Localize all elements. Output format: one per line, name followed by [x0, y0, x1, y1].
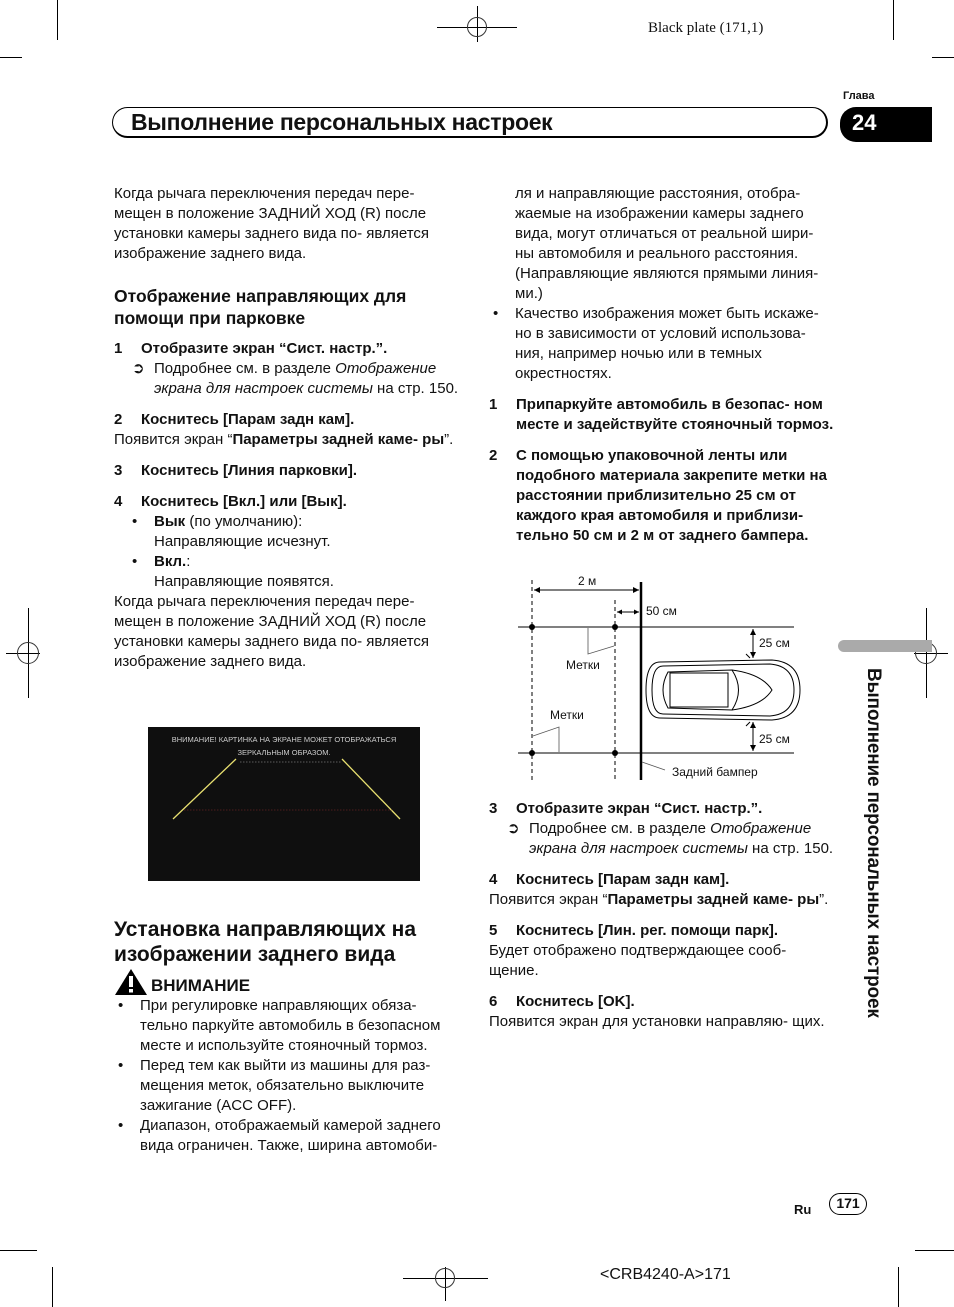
caution-bullet: • Диапазон, отображаемый камерой заднего вида ограничен. Также, ширина автомоби-	[114, 1116, 459, 1156]
option-off: • Вык (по умолчанию): Направляющие исчезнут.	[132, 513, 331, 550]
page-number: 171	[829, 1193, 867, 1215]
step-r3: 3 Отобразите экран “Сист. настр.”.	[489, 800, 763, 817]
step-r4-result: Появится экран “Параметры задней каме- ры”.	[489, 891, 829, 908]
step-r5: 5 Коснитесь [Лин. рег. помощи парк].	[489, 922, 779, 939]
caution-bullet: • Перед тем как выйти из машины для раз- мещения меток, обязательно выключите зажигание (ACC OFF).	[114, 1056, 459, 1116]
plate-label: Black plate (171,1)	[648, 20, 764, 36]
section-heading-guide-setup: Установка направляющих на изображении заднего вида	[114, 918, 417, 966]
caution-bullet: • Качество изображения может быть искаже- но в зависимости от условий использова- ния, например ночью или в темных окрестностях.	[489, 304, 834, 384]
caution-label: ВНИМАНИЕ	[151, 976, 251, 995]
option-on: • Вкл.: Направляющие появятся.	[132, 553, 334, 590]
side-gap-top-label: 25 см	[759, 636, 790, 650]
side-tab-marker	[838, 640, 932, 652]
arrow-reference-icon: ➲	[132, 360, 145, 377]
step-1: 1 Отобразите экран “Сист. настр.”.	[114, 340, 388, 357]
bullet-icon: •	[132, 513, 138, 530]
step-r1: 1 Припаркуйте автомобиль в безопас- ном месте и задействуйте стояночный тормоз.	[489, 396, 834, 433]
marks-label: Метки	[566, 658, 600, 672]
distance-50cm-label: 50 см	[646, 604, 677, 618]
warning-triangle-icon	[114, 968, 148, 996]
crop-mark	[898, 1267, 899, 1307]
marker-placement-diagram	[510, 570, 810, 785]
reference-link[interactable]: Отображение экрана для настроек системы	[529, 820, 812, 857]
step-r3-reference: ➲ Подробнее см. в разделе Отображение экрана для настроек системы на стр. 150.	[507, 820, 834, 857]
crop-mark	[915, 1250, 954, 1251]
right-column	[489, 184, 834, 546]
step-1-reference: ➲ Подробнее см. в разделе Отображение экрана для настроек системы на стр. 150.	[132, 360, 459, 397]
language-label: Ru	[794, 1202, 812, 1217]
marks-label: Метки	[550, 708, 584, 722]
crop-mark	[52, 1267, 53, 1307]
step-2-result: Появится экран “Параметры задней каме- ры”.	[114, 431, 454, 448]
left-column	[114, 184, 459, 672]
step-r4: 4 Коснитесь [Парам задн кам].	[489, 871, 730, 888]
bullet-icon: •	[493, 305, 499, 322]
registration-mark-circle	[435, 1268, 455, 1288]
bullet-icon: •	[118, 1117, 124, 1134]
car-top-view	[646, 654, 800, 726]
crop-mark	[0, 57, 22, 58]
step-2: 2 Коснитесь [Парам задн кам].	[114, 411, 355, 428]
diagram-lines	[510, 570, 810, 785]
crop-mark	[0, 1250, 37, 1251]
page-title: Выполнение персональных настроек	[131, 109, 553, 135]
section-heading-parking-guides: Отображение направляющих для помощи при парковке	[114, 286, 407, 328]
caution-bullet: • При регулировке направляющих обяза- тельно паркуйте автомобиль в безопасном месте и используйте стояночный тормоз.	[114, 996, 459, 1056]
caution-header	[114, 968, 459, 996]
caution-bullet-continuation: ля и направляющие расстояния, отобра- жаемые на изображении камеры заднего вида, могут отличаться от реальной шири- ны автомобиля и реального расстояния. (Направляющие являются прямыми линия- ми.)	[515, 185, 819, 302]
side-tab-title: Выполнение персональных настроек	[863, 668, 884, 1018]
side-gap-bottom-label: 25 см	[759, 732, 790, 746]
distance-2m-label: 2 м	[578, 574, 597, 588]
crop-mark	[932, 57, 954, 58]
chapter-number: 24	[852, 110, 877, 135]
footer-code: <CRB4240-A>171	[600, 1266, 731, 1283]
step-r2: 2 С помощью упаковочной ленты или подобного материала закрепите метки на расстоянии приблизительно 25 см от каждого края автомобиля и приблизи- тельно 50 см и 2 м от заднего бампера.	[489, 447, 827, 544]
registration-mark-circle	[467, 17, 487, 37]
chapter-label: Глава	[843, 90, 875, 102]
camera-warning-text: ВНИМАНИЕ! КАРТИНКА НА ЭКРАНЕ МОЖЕТ ОТОБРАЖАТЬСЯ ЗЕРКАЛЬНЫМ ОБРАЗОМ.	[171, 735, 397, 757]
arrow-reference-icon: ➲	[507, 820, 520, 837]
bullet-icon: •	[118, 1057, 124, 1074]
rear-bumper-label: Задний бампер	[672, 765, 758, 779]
parking-guide-lines	[148, 727, 420, 881]
rear-camera-screen-image	[148, 727, 420, 881]
bullet-icon: •	[132, 553, 138, 570]
crop-mark	[893, 0, 894, 40]
chapter-badge	[840, 107, 932, 142]
step-r5-result: Будет отображено подтверждающее сооб- щение.	[489, 942, 787, 979]
reference-link[interactable]: Отображение экрана для настроек системы	[154, 360, 437, 397]
step-r6-result: Появится экран для установки направляю- щих.	[489, 1013, 825, 1030]
crop-mark	[57, 0, 58, 40]
step-4: 4 Коснитесь [Вкл.] или [Вык].	[114, 493, 347, 510]
left-column-lower	[114, 917, 459, 1156]
page-title-pill	[112, 107, 828, 138]
right-column-lower	[489, 799, 834, 1032]
step-3: 3 Коснитесь [Линия парковки].	[114, 462, 358, 479]
intro-paragraph: Когда рычага переключения передач пере- мещен в положение ЗАДНИЙ ХОД (R) после установки камеры заднего вида по- является изображение заднего вида.	[114, 185, 430, 262]
bullet-icon: •	[118, 997, 124, 1014]
step-r6: 6 Коснитесь [OK].	[489, 993, 635, 1010]
outro-paragraph: Когда рычага переключения передач пере- мещен в положение ЗАДНИЙ ХОД (R) после установки камеры заднего вида по- является изображение заднего вида.	[114, 593, 430, 670]
registration-mark-circle	[17, 642, 39, 664]
